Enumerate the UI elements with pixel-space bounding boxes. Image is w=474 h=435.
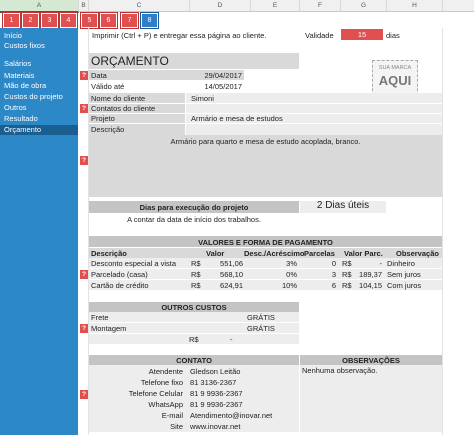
project-label: Projeto xyxy=(91,114,115,123)
deadline-label: Dias para execução do projeto xyxy=(139,203,249,212)
observations-box[interactable] xyxy=(300,365,442,432)
contact-value[interactable]: www.inovar.net xyxy=(190,422,241,431)
payment-row-value: 551,06 xyxy=(220,259,243,268)
sidebar-item-inicio[interactable]: Início xyxy=(4,31,22,40)
payment-row-parcels[interactable]: 0 xyxy=(331,259,336,268)
validity-days-input[interactable]: 15 xyxy=(341,29,383,40)
other-costs-title: OUTROS CUSTOS xyxy=(161,303,227,312)
client-name-field[interactable]: Simoni xyxy=(191,94,214,103)
payment-col-desc-acrescimo: Desc./Acréscimo xyxy=(244,249,305,258)
column-header-h[interactable]: H xyxy=(387,0,443,11)
contact-label: WhatsApp xyxy=(148,400,183,409)
payment-row-currency: R$ xyxy=(191,270,201,279)
validity-label: Validade xyxy=(305,31,334,40)
sidebar-nav xyxy=(0,28,78,435)
payment-row-adjust[interactable]: 3% xyxy=(286,259,297,268)
column-header-b[interactable]: B xyxy=(79,0,89,11)
payment-col-descricao: Descrição xyxy=(91,249,127,258)
sidebar-item-outros[interactable]: Outros xyxy=(4,103,27,112)
help-marker[interactable]: ? xyxy=(80,156,88,165)
contact-label: E-mail xyxy=(161,411,183,420)
valid-until-value: 14/05/2017 xyxy=(204,82,242,91)
sidebar-item-resultado[interactable]: Resultado xyxy=(4,114,38,123)
tab-button-8[interactable]: 8 xyxy=(141,13,158,28)
payment-row-parcels[interactable]: 3 xyxy=(331,270,336,279)
date-label: Data xyxy=(91,71,107,80)
other-cost-value: - xyxy=(230,335,233,344)
payment-row-currency: R$ xyxy=(191,281,201,290)
payment-col-valor-parc: Valor Parc. xyxy=(344,249,383,258)
payment-row-desc: Parcelado (casa) xyxy=(91,270,148,279)
other-cost-currency: R$ xyxy=(189,335,199,344)
row-divider xyxy=(89,322,299,323)
sidebar-item-custos-projeto[interactable]: Custos do projeto xyxy=(4,92,63,101)
tab-button-1[interactable]: 1 xyxy=(3,13,20,28)
observations-text: Nenhuma observação. xyxy=(302,366,378,375)
payment-row-obs[interactable]: Com juros xyxy=(387,281,422,290)
payment-row-parcel-currency: R$ xyxy=(342,259,352,268)
column-header-f[interactable]: F xyxy=(300,0,341,11)
row-divider xyxy=(89,333,299,334)
sheet-tab-row xyxy=(0,11,474,28)
payment-row-desc: Cartão de crédito xyxy=(91,281,149,290)
contact-label: Atendente xyxy=(148,367,183,376)
row-divider xyxy=(89,268,442,269)
tab-button-5[interactable]: 5 xyxy=(81,13,98,28)
tab-button-2[interactable]: 2 xyxy=(22,13,39,28)
payment-row-parcel-value: 189,37 xyxy=(359,270,382,279)
description-text: Armário para quarto e mesa de estudo acoplada, branco. xyxy=(170,137,361,146)
contact-title: CONTATO xyxy=(176,356,212,365)
payment-row-desc: Desconto especial a vista xyxy=(91,259,177,268)
other-cost-value[interactable]: GRÁTIS xyxy=(247,324,275,333)
payment-col-parcelas: Parcelas xyxy=(304,249,335,258)
grid-line xyxy=(442,28,443,435)
help-marker[interactable]: ? xyxy=(80,324,88,333)
payment-title: VALORES E FORMA DE PAGAMENTO xyxy=(198,238,333,247)
payment-row-obs[interactable]: Sem juros xyxy=(387,270,421,279)
row-divider xyxy=(89,123,442,124)
contact-value[interactable]: 81 9 9936-2367 xyxy=(190,389,243,398)
sidebar-item-mao-de-obra[interactable]: Mão de obra xyxy=(4,81,47,90)
row-divider xyxy=(89,279,442,280)
validity-unit: dias xyxy=(386,31,400,40)
deadline-note: A contar da data de início dos trabalhos. xyxy=(127,215,261,224)
print-instruction: Imprimir (Ctrl + P) e entregar essa página ao cliente. xyxy=(92,31,267,40)
payment-row-parcel-currency: R$ xyxy=(342,281,352,290)
payment-row-obs[interactable]: Dinheiro xyxy=(387,259,415,268)
payment-row-parcel-currency: R$ xyxy=(342,270,352,279)
contact-value[interactable]: Gledson Leitão xyxy=(190,367,241,376)
date-value[interactable]: 29/04/2017 xyxy=(204,71,242,80)
contact-value[interactable]: 81 3136-2367 xyxy=(190,378,237,387)
help-marker[interactable]: ? xyxy=(80,104,88,113)
column-header-a[interactable]: A xyxy=(0,0,79,13)
deadline-value[interactable]: 2 Dias úteis xyxy=(316,200,370,211)
sidebar-item-custos-fixos[interactable]: Custos fixos xyxy=(4,41,45,50)
project-field[interactable]: Armário e mesa de estudos xyxy=(191,114,283,123)
payment-row-value: 568,10 xyxy=(220,270,243,279)
payment-row-parcel-value: - xyxy=(379,259,382,268)
brand-logo-placeholder[interactable] xyxy=(372,60,418,96)
other-cost-value[interactable]: GRÁTIS xyxy=(247,313,275,322)
payment-col-valor: Valor xyxy=(206,249,225,258)
tab-button-7[interactable]: 7 xyxy=(121,13,138,28)
column-header-g[interactable]: G xyxy=(341,0,387,11)
contact-label: Telefone fixo xyxy=(140,378,183,387)
contact-label: Site xyxy=(170,422,183,431)
sidebar-item-materiais[interactable]: Materiais xyxy=(4,71,35,80)
column-header-e[interactable]: E xyxy=(251,0,300,11)
logo-line-1: SUA MARCA xyxy=(378,65,412,71)
contact-value[interactable]: Atendimento@inovar.net xyxy=(190,411,273,420)
column-header-c[interactable]: C xyxy=(89,0,190,11)
tab-button-3[interactable]: 3 xyxy=(41,13,58,28)
payment-row-currency: R$ xyxy=(191,259,201,268)
client-contacts-label: Contatos do cliente xyxy=(91,104,156,113)
client-name-label: Nome do cliente xyxy=(91,94,146,103)
payment-row-parcels[interactable]: 6 xyxy=(331,281,336,290)
help-marker[interactable]: ? xyxy=(80,390,88,399)
help-marker[interactable]: ? xyxy=(80,270,88,279)
payment-row-parcel-value: 104,15 xyxy=(359,281,382,290)
description-label: Descrição xyxy=(91,125,125,134)
tab-button-4[interactable]: 4 xyxy=(60,13,77,28)
contact-label: Telefone Celular xyxy=(128,389,183,398)
help-marker[interactable]: ? xyxy=(80,71,88,80)
observations-title: OBSERVAÇÕES xyxy=(342,356,400,365)
other-cost-label: Frete xyxy=(91,313,109,322)
payment-col-observacao: Observação xyxy=(396,249,439,258)
payment-row-value: 624,91 xyxy=(220,281,243,290)
sidebar-item-salarios[interactable]: Salários xyxy=(4,59,32,68)
logo-line-2: AQUI xyxy=(378,73,412,88)
column-header-d[interactable]: D xyxy=(190,0,251,11)
sidebar-item-orcamento[interactable]: Orçamento xyxy=(0,125,78,135)
contact-value[interactable]: 81 9 9936-2367 xyxy=(190,400,243,409)
quote-title: ORÇAMENTO xyxy=(91,54,169,68)
payment-row-adjust[interactable]: 10% xyxy=(281,281,297,290)
tab-button-6[interactable]: 6 xyxy=(100,13,117,28)
valid-until-label: Válido até xyxy=(91,82,125,91)
payment-row-adjust[interactable]: 0% xyxy=(286,270,297,279)
other-cost-label: Montagem xyxy=(91,324,127,333)
